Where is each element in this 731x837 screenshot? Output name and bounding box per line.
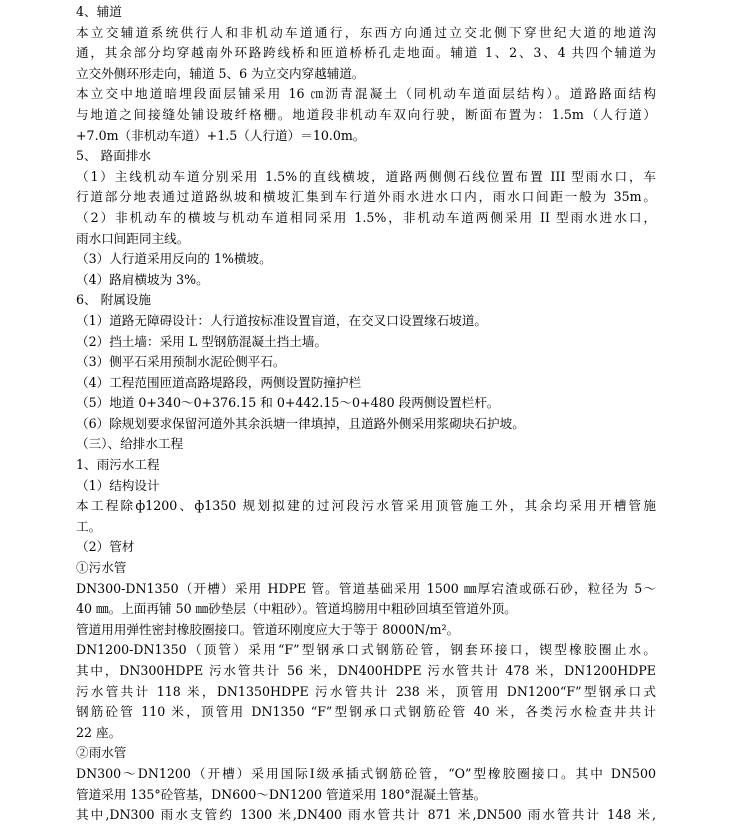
list-item: （2）挡土墙：采用 L 型钢筋混凝土挡土墙。 — [76, 333, 328, 349]
paragraph-line: 管道采用 135°砼管基，DN600～DN1200 管道采用 180°混凝土管基。 — [76, 786, 487, 802]
paragraph-line: DN300～DN1200（开槽）采用国际Ⅰ级承插式钢筋砼管，“O”型橡胶圈接口。其中 DN500 — [76, 765, 656, 781]
section-heading: 5、 路面排水 — [76, 148, 151, 164]
list-item: 雨水口间距同主线。 — [76, 230, 190, 246]
paragraph-line: 钢筋砼管 110 米，顶管用 DN1350 “F”型钢承口式钢筋砼管 40 米，各类污水检查井共计 — [76, 704, 656, 720]
list-item: （2）非机动车的横坡与机动车道相同采用 1.5%，非机动车道两侧采用 II 型雨水进水口， — [76, 209, 656, 225]
subsection-heading: ②雨水管 — [76, 745, 127, 761]
list-item: （4）工程范围匝道高路堤路段，两侧设置防撞护栏 — [76, 374, 362, 390]
subsection-heading: （2）管材 — [76, 539, 135, 555]
subsection-heading: ①污水管 — [76, 560, 127, 576]
paragraph-line: DN1200-DN1350（顶管）采用“F”型钢承口式钢筋砼管，钢套环接口，锲型橡胶圈止水。 — [76, 642, 656, 658]
paragraph-line: 40 ㎜。上面再铺 50 ㎜砂垫层（中粗砂）。管道坞膀用中粗砂回填至管道外顶。 — [76, 601, 517, 617]
list-item: （1）主线机动车道分别采用 1.5%的直线横坡，道路两侧侧石线位置布置 III 型雨水口，车 — [76, 168, 656, 184]
paragraph-line: 其中,DN300 雨水支管约 1300 米,DN400 雨水管共计 871 米,DN500 雨水管共计 148 米, — [76, 807, 656, 823]
list-item: 行道部分地表通过道路纵坡和横坡汇集到车行道外雨水进水口内，雨水口间距一般为 35m。 — [76, 189, 656, 205]
paragraph-line: 通，其余部分均穿越南外环路跨线桥和匝道桥桥孔走地面。辅道 1、2、3、4 共四个辅道为 — [76, 45, 656, 61]
paragraph-line: 立交外侧环形走向，辅道 5、6 为立交内穿越辅道。 — [76, 65, 365, 81]
paragraph-line: 工。 — [76, 518, 102, 534]
section-heading: （三）、给排水工程 — [76, 436, 184, 452]
section-heading: 4、辅道 — [76, 4, 122, 19]
document-page — [76, 0, 656, 826]
list-item: （6）除规划要求保留河道外其余浜塘一律填掉，且道路外侧采用浆砌块石护坡。 — [76, 415, 525, 431]
list-item: （3）人行道采用反向的 1%横坡。 — [76, 251, 272, 267]
paragraph-line: 22 座。 — [76, 724, 122, 740]
paragraph-line: 本工程除ф1200、ф1350 规划拟建的过河段污水管采用顶管施工外，其余均采用开槽管施 — [76, 498, 656, 514]
paragraph-line: 其中，DN300HDPE 污水管共计 56 米，DN400HDPE 污水管共计 478 米，DN1200HDPE — [76, 663, 656, 678]
paragraph-line: 本立交中地道暗埋段面层铺采用 16 ㎝沥青混凝土（同机动车道面层结构）。道路路面结构 — [76, 86, 656, 102]
paragraph-line: 管道用用弹性密封橡胶圈接口。管道环刚度应大于等于 8000N/m²。 — [76, 621, 460, 637]
list-item: （4）路肩横坡为 3%。 — [76, 271, 209, 287]
paragraph-line: 本立交辅道系统供行人和非机动车道通行，东西方向通过立交北侧下穿世纪大道的地道沟 — [76, 24, 656, 40]
subsection-heading: （1）结构设计 — [76, 477, 160, 493]
paragraph-line: DN300-DN1350（开槽）采用 HDPE 管。管道基础采用 1500 ㎜厚宕渣或砾石砂，粒径为 5～ — [76, 580, 656, 596]
paragraph-line: 污水管共计 118 米，DN1350HDPE 污水管共计 238 米，顶管用 DN1200“F”型钢承口式 — [76, 683, 656, 699]
list-item: （3）侧平石采用预制水泥砼侧平石。 — [76, 354, 286, 370]
paragraph-line: 与地道之间接缝处铺设玻纤格栅。地道段非机动车双向行驶，断面布置为：1.5m（人行道） — [76, 106, 656, 122]
list-item: （1）道路无障碍设计：人行道按标准设置盲道，在交叉口设置缘石坡道。 — [76, 312, 488, 328]
section-heading: 6、 附属设施 — [76, 292, 151, 308]
list-item: （5）地道 0+340～0+376.15 和 0+442.15～0+480 段两侧设置栏杆。 — [76, 395, 500, 411]
paragraph-line: +7.0m（非机动车道）+1.5（人行道）＝10.0m。 — [76, 127, 366, 143]
section-heading: 1、雨污水工程 — [76, 457, 160, 473]
